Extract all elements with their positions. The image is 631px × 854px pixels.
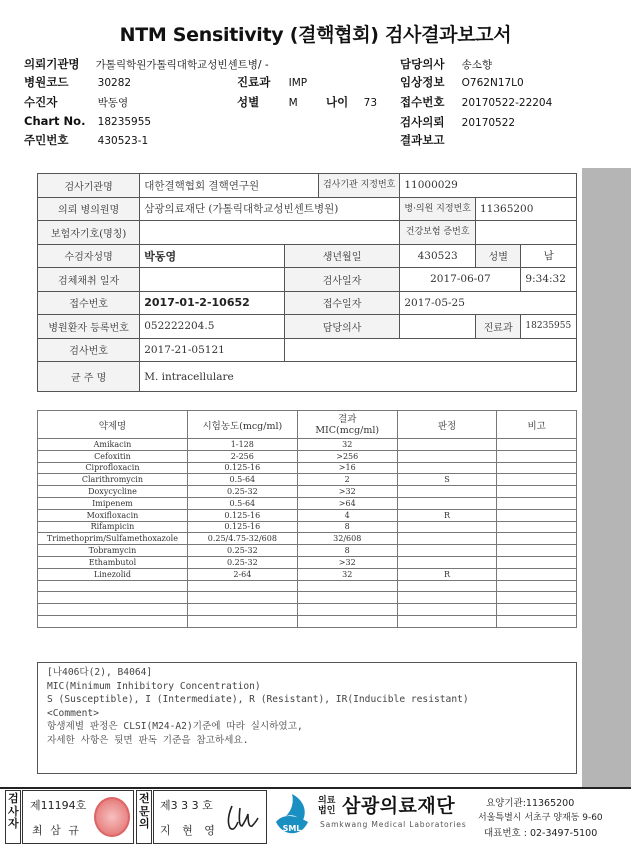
interpretation-cell [397,580,497,592]
info-row-testno [38,338,577,362]
interpretation-cell [397,521,497,533]
sex-label: 성별 [237,95,260,109]
comment-box [37,662,577,774]
mic-result-cell: 32 [297,568,397,580]
patient-value: 박동영 [140,244,284,268]
header-concentration: 시험농도(mcg/ml) [187,411,297,439]
remarks-cell [497,521,577,533]
request-date-value: 20170522 [461,117,516,129]
doctor-label-report: 담당의사 [284,315,400,339]
drug-name-cell: Amikacin [38,439,188,451]
sex-value: M [288,97,298,109]
sex-label-report: 성별 [475,244,520,268]
receipt-no-label: 접수번호 [400,95,445,109]
interpretation-cell [397,486,497,498]
test-concentration-cell: 0.25-32 [187,545,297,557]
birth-value: 430523 [400,244,476,268]
signature-icon [222,800,262,836]
test-date-value: 2017-06-07 [400,268,521,292]
test-concentration-cell: 0.5-64 [187,474,297,486]
mic-result-cell: 8 [297,521,397,533]
interpretation-cell: R [397,568,497,580]
brand-prefix: 의료법인 [318,796,336,816]
brand-name: 삼광의료재단 [342,795,456,817]
doctor-row [400,56,492,72]
receipt-no-value: 20170522-22204 [461,97,553,109]
mic-result-cell: >256 [297,450,397,462]
table-row [38,474,577,486]
patient-reg-value: 052222204.5 [140,315,284,339]
receipt-label: 접수번호 [38,291,140,315]
resident-no-row [24,132,148,148]
doctor-value: 송소향 [461,59,493,71]
chart-no-value: 18235955 [97,116,152,128]
resident-no-label: 주민번호 [24,133,69,147]
seal-stamp [94,797,130,837]
institution-row [24,56,269,72]
test-concentration-cell: 2-64 [187,568,297,580]
info-row-insurance [38,221,577,245]
request-date-label: 검사의뢰 [400,115,445,129]
specimen-info-value: O762N17L0 [461,77,524,89]
patient-label: 수검자성명 [38,244,140,268]
test-concentration-cell: 0.125-16 [187,462,297,474]
chart-no-row [24,114,151,128]
test-no-value: 2017-21-05121 [140,338,284,362]
drug-name-cell: Ethambutol [38,556,188,568]
mic-result-cell: 8 [297,545,397,557]
doctor-label: 담당의사 [400,57,445,71]
test-time-value: 9:34:32 [521,268,577,292]
tester-name: 최 삼 규 [32,824,81,837]
remarks-cell [497,474,577,486]
mic-result-cell: 32/608 [297,533,397,545]
test-concentration-cell: 0.125-16 [187,509,297,521]
mic-result-cell: 4 [297,509,397,521]
remarks-cell [497,533,577,545]
interpretation-cell [397,462,497,474]
table-row [38,533,577,545]
specimen-date-label: 검체채취 일자 [38,268,140,292]
table-row [38,545,577,557]
sex-row [237,94,298,110]
mic-result-cell [297,615,397,627]
drug-name-cell: Ciprofloxacin [38,462,188,474]
drug-name-cell: Trimethoprim/Sulfamethoxazole [38,533,188,545]
hospital-code-label: 병원코드 [24,75,69,89]
institution-value: 가톨릭학원가톨릭대학교성빈센트병/ - [95,59,269,71]
comment-line: MIC(Minimum Inhibitory Concentration) [47,680,261,692]
mic-result-cell: 2 [297,474,397,486]
test-concentration-cell [187,580,297,592]
table-row [38,521,577,533]
interpretation-cell [397,439,497,451]
drug-name-cell: Cefoxitin [38,450,188,462]
specialist-label [136,790,152,844]
hosp-code-label: 병·의원 지정번호 [400,197,476,221]
drug-name-cell: Rifampicin [38,521,188,533]
patient-reg-label: 병원환자 등록번호 [38,315,140,339]
collector-value: 박동영 [97,97,129,109]
lab-code-value: 11000029 [400,174,577,198]
specialist-no: 제3 3 3 호 [160,799,213,812]
health-ins-label: 건강보험 증번호 [400,221,476,245]
logo-text: SML [282,824,302,833]
specialist-label-text: 전문의 [139,792,150,830]
mic-result-cell: 32 [297,439,397,451]
brand-english: Samkwang Medical Laboratories [320,820,467,829]
doctor-value-report [400,315,476,339]
remarks-cell [497,450,577,462]
drug-name-cell: Linezolid [38,568,188,580]
info-row-patient [38,244,577,268]
interpretation-cell: S [397,474,497,486]
table-row [38,462,577,474]
table-row [38,568,577,580]
specialist-name: 지 현 영 [160,824,219,837]
test-date-label: 검사일자 [284,268,400,292]
comment-line: 항생제별 판정은 CLSI(M24-A2)기준에 따라 실시하였고, [47,721,303,733]
institution-label: 의뢰기관명 [24,57,80,71]
header-mic: 결과 MIC(mcg/ml) [297,411,397,439]
interpretation-cell [397,556,497,568]
interpretation-cell [397,545,497,557]
dept-label-report: 진료과 [475,315,520,339]
drug-susceptibility-table [37,410,577,628]
blank-cell [284,338,576,362]
report-title: NTM Sensitivity (결핵협회) 검사결과보고서 [119,24,512,46]
test-concentration-cell: 1-128 [187,439,297,451]
department-row [237,74,307,90]
care-code: 요양기관:11365200 [486,798,575,809]
mic-result-cell: >32 [297,556,397,568]
tester-no: 제11194호 [30,799,87,812]
tester-label [5,790,21,844]
collector-label: 수진자 [24,95,58,109]
drug-name-cell: Moxifloxacin [38,509,188,521]
mic-result-cell: >64 [297,497,397,509]
test-concentration-cell: 0.25-32 [187,556,297,568]
receipt-no-row [400,94,552,110]
age-label: 나이 [326,95,349,109]
info-row-hospital [38,197,577,221]
table-row [38,497,577,509]
test-concentration-cell: 0.25/4.75-32/608 [187,533,297,545]
test-concentration-cell [187,604,297,616]
remarks-cell [497,439,577,451]
remarks-cell [497,509,577,521]
sex-value-report: 남 [521,244,577,268]
specimen-date-value [140,268,284,292]
table-row [38,556,577,568]
mic-result-cell [297,592,397,604]
table-row [38,450,577,462]
table-row [38,486,577,498]
test-concentration-cell: 0.25-32 [187,486,297,498]
info-row-receipt [38,291,577,315]
remarks-cell [497,486,577,498]
remarks-cell [497,497,577,509]
age-row [326,94,377,110]
req-hospital-label: 의뢰 병의원명 [38,197,140,221]
chart-no-label: Chart No. [24,114,86,128]
specimen-info-row [400,74,524,90]
organism-label: 균 주 명 [38,362,140,392]
hospital-code-value: 30282 [97,77,132,89]
hosp-code-value: 11365200 [475,197,576,221]
report-info-table [37,173,577,392]
lab-name-label: 검사기관명 [38,174,140,198]
interpretation-cell: R [397,509,497,521]
insurance-value [140,221,400,245]
drug-name-cell [38,615,188,627]
request-date-row [400,114,515,130]
drug-name-cell [38,592,188,604]
dept-value-report: 18235955 [521,315,577,339]
interpretation-cell [397,615,497,627]
header-drug: 약제명 [38,411,188,439]
receipt-value: 2017-01-2-10652 [140,291,284,315]
comment-line: [나406다(2), B4064] [47,667,153,678]
scan-shadow [582,168,631,788]
specimen-info-label: 임상정보 [400,75,445,89]
tester-label-text: 검사자 [8,792,19,830]
remarks-cell [497,568,577,580]
drug-table-body [38,439,577,628]
header-interpretation: 판정 [397,411,497,439]
insurance-label: 보험자기호(명칭) [38,221,140,245]
test-concentration-cell: 2-256 [187,450,297,462]
drug-table-header [38,411,577,439]
sml-logo-icon [272,792,312,840]
hospital-code-row [24,74,131,90]
result-report-label: 결과보고 [400,133,445,147]
test-concentration-cell: 0.5-64 [187,497,297,509]
test-concentration-cell [187,592,297,604]
phone: 대표번호 : 02-3497-5100 [484,828,598,839]
info-row-lab [38,174,577,198]
mic-result-cell: >32 [297,486,397,498]
department-value: IMP [288,77,308,89]
age-value: 73 [363,97,378,109]
header-remarks: 비고 [497,411,577,439]
drug-name-cell [38,580,188,592]
table-row [38,580,577,592]
comment-line: 자세한 사항은 뒷면 판독 기준을 참고하세요. [47,734,249,746]
req-hospital-value: 삼광의료재단 (가톨릭대학교성빈센트병원) [140,197,400,221]
table-row [38,509,577,521]
result-report-row [400,132,462,148]
info-row-reg [38,315,577,339]
table-row [38,439,577,451]
mic-result-cell: >16 [297,462,397,474]
drug-name-cell: Tobramycin [38,545,188,557]
drug-name-cell: Clarithromycin [38,474,188,486]
table-row [38,592,577,604]
interpretation-cell [397,450,497,462]
remarks-cell [497,615,577,627]
drug-name-cell: Imipenem [38,497,188,509]
remarks-cell [497,580,577,592]
collector-row [24,94,128,110]
comment-line: <Comment> [47,707,99,719]
drug-name-cell [38,604,188,616]
drug-name-cell: Doxycycline [38,486,188,498]
receipt-date-label: 접수일자 [284,291,400,315]
health-ins-value [475,221,576,245]
info-row-organism [38,362,577,392]
address: 서울특별시 서초구 양재동 9-60 [478,813,603,823]
footer-divider [0,787,631,789]
remarks-cell [497,604,577,616]
lab-code-label: 검사기관 지정번호 [318,174,399,198]
receipt-date-value: 2017-05-25 [400,291,577,315]
mic-result-cell [297,604,397,616]
remarks-cell [497,556,577,568]
interpretation-cell [397,604,497,616]
interpretation-cell [397,497,497,509]
birth-label: 생년월일 [284,244,400,268]
mic-result-cell [297,580,397,592]
remarks-cell [497,462,577,474]
remarks-cell [497,545,577,557]
interpretation-cell [397,592,497,604]
remarks-cell [497,592,577,604]
comment-line: S (Susceptible), I (Intermediate), R (Resistant), IR(Inducible resistant) [47,694,469,706]
test-concentration-cell [187,615,297,627]
organism-value: M. intracellulare [140,362,577,392]
table-row [38,604,577,616]
table-row [38,615,577,627]
lab-name-value: 대한결핵협회 결핵연구원 [140,174,319,198]
info-row-specimen [38,268,577,292]
interpretation-cell [397,533,497,545]
department-label: 진료과 [237,75,271,89]
resident-no-value: 430523-1 [97,135,149,147]
test-no-label: 검사번호 [38,338,140,362]
test-concentration-cell: 0.125-16 [187,521,297,533]
